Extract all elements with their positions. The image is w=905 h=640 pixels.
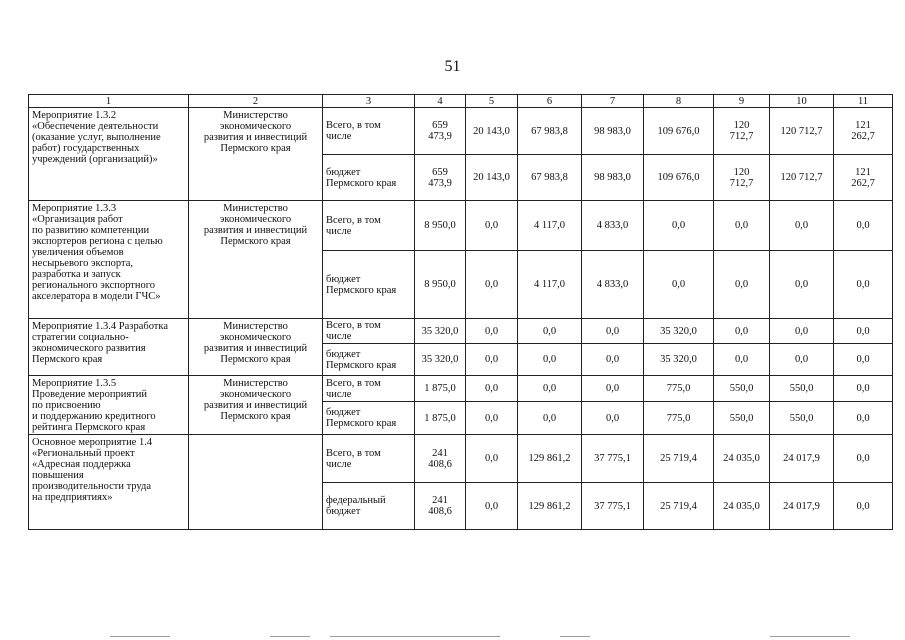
amount-cell: 4 833,0 <box>582 201 644 251</box>
faint-line <box>770 636 850 637</box>
faint-line <box>330 636 500 637</box>
amount-cell: 120 712,7 <box>714 108 770 155</box>
column-header: 5 <box>466 95 518 108</box>
column-header: 10 <box>770 95 834 108</box>
funding-source-cell: бюджет Пермского края <box>323 251 415 319</box>
amount-cell: 0,0 <box>714 251 770 319</box>
responsible-cell: Министерство экономического развития и инвестиций Пермского края <box>189 319 323 376</box>
amount-cell: 0,0 <box>582 376 644 402</box>
amount-cell: 0,0 <box>770 344 834 376</box>
column-header: 8 <box>644 95 714 108</box>
amount-cell: 0,0 <box>518 344 582 376</box>
amount-cell: 1 875,0 <box>415 402 466 435</box>
amount-cell: 0,0 <box>714 201 770 251</box>
amount-cell: 20 143,0 <box>466 155 518 201</box>
event-name-cell: Мероприятие 1.3.2 «Обеспечение деятельности (оказание услуг, выполнение работ) государственных учреждений (организаций)» <box>29 108 189 201</box>
amount-cell: 25 719,4 <box>644 483 714 530</box>
amount-cell: 129 861,2 <box>518 483 582 530</box>
table-row <box>29 435 893 483</box>
budget-table <box>28 94 893 530</box>
amount-cell: 0,0 <box>834 251 893 319</box>
event-name-cell: Мероприятие 1.3.3 «Организация работ по развитию компетенции экспортеров региона с целью увеличения объемов несырьевого экспорта, разработка и запуск регионального экспортного акселератора в модели ГЧС» <box>29 201 189 319</box>
amount-cell: 4 117,0 <box>518 201 582 251</box>
event-name-cell: Мероприятие 1.3.4 Разработка стратегии социально- экономического развития Пермского края <box>29 319 189 376</box>
amount-cell: 659 473,9 <box>415 108 466 155</box>
amount-cell: 0,0 <box>582 344 644 376</box>
amount-cell: 67 983,8 <box>518 155 582 201</box>
amount-cell: 0,0 <box>466 344 518 376</box>
funding-source-cell: Всего, в том числе <box>323 376 415 402</box>
column-header: 4 <box>415 95 466 108</box>
amount-cell: 0,0 <box>770 251 834 319</box>
amount-cell: 121 262,7 <box>834 155 893 201</box>
amount-cell: 25 719,4 <box>644 435 714 483</box>
faint-line <box>560 636 590 637</box>
amount-cell: 0,0 <box>834 344 893 376</box>
column-header: 6 <box>518 95 582 108</box>
funding-source-cell: Всего, в том числе <box>323 108 415 155</box>
responsible-cell: Министерство экономического развития и инвестиций Пермского края <box>189 376 323 435</box>
amount-cell: 20 143,0 <box>466 108 518 155</box>
funding-source-cell: Всего, в том числе <box>323 201 415 251</box>
column-header: 7 <box>582 95 644 108</box>
responsible-cell: Министерство экономического развития и инвестиций Пермского края <box>189 108 323 201</box>
amount-cell: 0,0 <box>714 319 770 344</box>
faint-line <box>110 636 170 637</box>
amount-cell: 659 473,9 <box>415 155 466 201</box>
amount-cell: 37 775,1 <box>582 483 644 530</box>
amount-cell: 35 320,0 <box>415 344 466 376</box>
amount-cell: 0,0 <box>834 376 893 402</box>
amount-cell: 35 320,0 <box>415 319 466 344</box>
amount-cell: 0,0 <box>714 344 770 376</box>
funding-source-cell: бюджет Пермского края <box>323 155 415 201</box>
amount-cell: 0,0 <box>582 319 644 344</box>
amount-cell: 129 861,2 <box>518 435 582 483</box>
amount-cell: 24 035,0 <box>714 483 770 530</box>
amount-cell: 35 320,0 <box>644 319 714 344</box>
amount-cell: 0,0 <box>644 251 714 319</box>
column-header: 9 <box>714 95 770 108</box>
amount-cell: 0,0 <box>466 201 518 251</box>
table-row <box>29 201 893 251</box>
amount-cell: 0,0 <box>582 402 644 435</box>
table-row <box>29 319 893 344</box>
amount-cell: 0,0 <box>466 483 518 530</box>
funding-source-cell: бюджет Пермского края <box>323 344 415 376</box>
amount-cell: 0,0 <box>770 201 834 251</box>
funding-source-cell: Всего, в том числе <box>323 319 415 344</box>
table-row <box>29 108 893 155</box>
amount-cell: 98 983,0 <box>582 108 644 155</box>
amount-cell: 241 408,6 <box>415 483 466 530</box>
amount-cell: 0,0 <box>644 201 714 251</box>
amount-cell: 4 833,0 <box>582 251 644 319</box>
page-number: 51 <box>444 58 461 75</box>
amount-cell: 550,0 <box>714 402 770 435</box>
amount-cell: 120 712,7 <box>770 155 834 201</box>
amount-cell: 8 950,0 <box>415 251 466 319</box>
amount-cell: 67 983,8 <box>518 108 582 155</box>
column-header: 11 <box>834 95 893 108</box>
funding-source-cell: бюджет Пермского края <box>323 402 415 435</box>
amount-cell: 550,0 <box>770 402 834 435</box>
responsible-cell <box>189 435 323 530</box>
amount-cell: 0,0 <box>466 251 518 319</box>
funding-source-cell: Всего, в том числе <box>323 435 415 483</box>
amount-cell: 4 117,0 <box>518 251 582 319</box>
amount-cell: 24 017,9 <box>770 435 834 483</box>
amount-cell: 1 875,0 <box>415 376 466 402</box>
amount-cell: 0,0 <box>518 402 582 435</box>
column-header: 1 <box>29 95 189 108</box>
funding-source-cell: федеральный бюджет <box>323 483 415 530</box>
amount-cell: 0,0 <box>834 201 893 251</box>
event-name-cell: Основное мероприятие 1.4 «Региональный проект «Адресная поддержка повышения производительности труда на предприятиях» <box>29 435 189 530</box>
amount-cell: 775,0 <box>644 402 714 435</box>
amount-cell: 109 676,0 <box>644 155 714 201</box>
amount-cell: 0,0 <box>834 483 893 530</box>
amount-cell: 0,0 <box>518 376 582 402</box>
amount-cell: 0,0 <box>834 435 893 483</box>
amount-cell: 109 676,0 <box>644 108 714 155</box>
column-header: 2 <box>189 95 323 108</box>
amount-cell: 775,0 <box>644 376 714 402</box>
amount-cell: 121 262,7 <box>834 108 893 155</box>
amount-cell: 0,0 <box>834 319 893 344</box>
amount-cell: 8 950,0 <box>415 201 466 251</box>
amount-cell: 0,0 <box>466 319 518 344</box>
amount-cell: 550,0 <box>770 376 834 402</box>
event-name-cell: Мероприятие 1.3.5 Проведение мероприятий по присвоению и поддержанию кредитного рейтинга Пермского края <box>29 376 189 435</box>
amount-cell: 0,0 <box>518 319 582 344</box>
column-header: 3 <box>323 95 415 108</box>
column-number-row <box>29 95 893 108</box>
amount-cell: 98 983,0 <box>582 155 644 201</box>
faint-line <box>270 636 310 637</box>
amount-cell: 24 017,9 <box>770 483 834 530</box>
amount-cell: 0,0 <box>770 319 834 344</box>
amount-cell: 24 035,0 <box>714 435 770 483</box>
amount-cell: 0,0 <box>466 435 518 483</box>
amount-cell: 35 320,0 <box>644 344 714 376</box>
amount-cell: 241 408,6 <box>415 435 466 483</box>
amount-cell: 120 712,7 <box>714 155 770 201</box>
amount-cell: 37 775,1 <box>582 435 644 483</box>
amount-cell: 120 712,7 <box>770 108 834 155</box>
amount-cell: 0,0 <box>466 402 518 435</box>
responsible-cell: Министерство экономического развития и инвестиций Пермского края <box>189 201 323 319</box>
amount-cell: 0,0 <box>834 402 893 435</box>
table-row <box>29 376 893 402</box>
amount-cell: 550,0 <box>714 376 770 402</box>
amount-cell: 0,0 <box>466 376 518 402</box>
